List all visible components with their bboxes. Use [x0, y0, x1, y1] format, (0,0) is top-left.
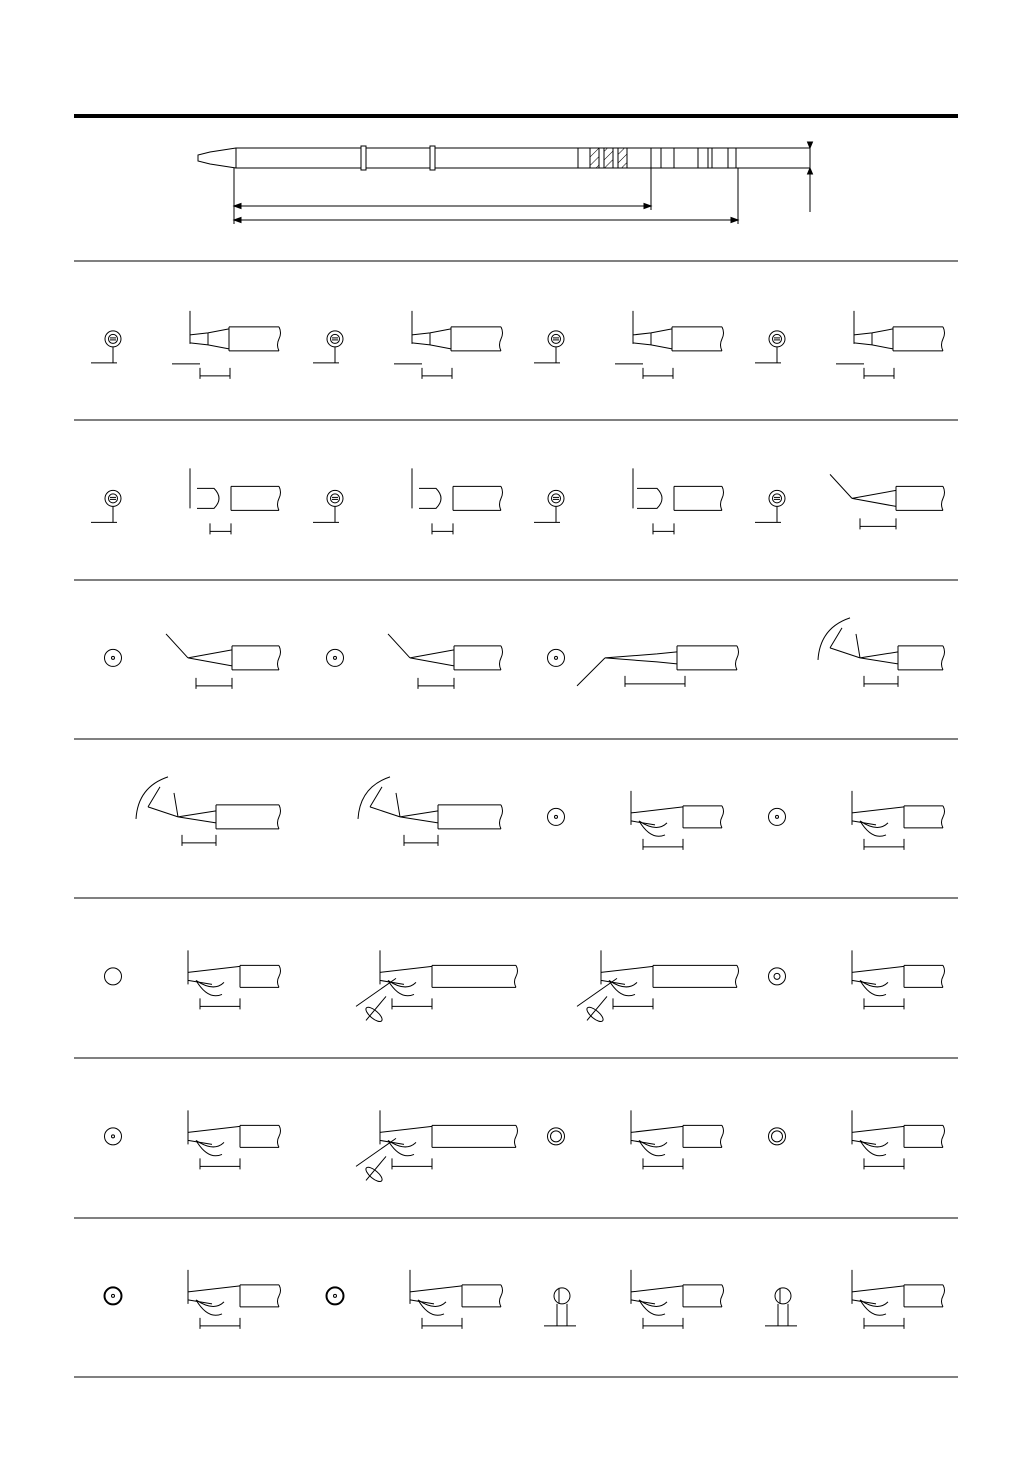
tip-cell-r7-c4 [765, 1270, 945, 1329]
break-mark [278, 805, 281, 829]
bevel-face [418, 1300, 446, 1315]
break-mark [942, 965, 945, 987]
end-view-inner [331, 334, 340, 343]
bevel-tip [188, 966, 240, 984]
section-leader [356, 978, 396, 1020]
chisel-tip [197, 488, 219, 508]
end-view-inner [552, 334, 561, 343]
conical-tip [860, 652, 898, 664]
end-view-circle [105, 1287, 122, 1304]
angle-leader [166, 634, 188, 658]
end-view-inner [774, 973, 780, 979]
break-mark [721, 806, 724, 828]
tip-profile-bottom [633, 343, 672, 349]
tip-cell-r5-c1 [105, 950, 281, 1009]
hatched-band-2 [604, 148, 613, 168]
break-mark [736, 965, 739, 987]
conical-tip [852, 490, 896, 506]
bevel-face [388, 980, 416, 995]
break-mark [278, 327, 281, 351]
end-view-circle [327, 490, 343, 506]
bevel-tip [852, 1286, 904, 1304]
bevel-tip [852, 966, 904, 984]
bevel-tip [852, 1126, 904, 1144]
section-ellipse [364, 1165, 384, 1184]
tip-grid [74, 261, 958, 1377]
end-view-circle [327, 649, 344, 666]
end-view-inner [551, 1131, 562, 1142]
end-view-inner [334, 1294, 337, 1297]
bevel-tip [631, 807, 683, 825]
tip-cell-r4-c2 [358, 777, 503, 846]
chisel-tip [637, 488, 662, 508]
break-mark [942, 646, 945, 670]
end-view-circle [769, 490, 785, 506]
bevel-face [388, 1140, 416, 1155]
end-view-circle [769, 808, 786, 825]
angle-leader [577, 658, 605, 686]
tip-cell-r5-c4 [769, 950, 945, 1009]
tip-cell-r3-c4 [818, 618, 945, 687]
conical-tip [400, 811, 438, 823]
bevel-tip [601, 966, 653, 984]
break-mark [515, 965, 518, 987]
end-view-inner [555, 815, 558, 818]
end-view-inner [112, 656, 115, 659]
end-view-circle [105, 1128, 122, 1145]
break-mark [500, 646, 503, 670]
bevel-face [860, 1300, 888, 1315]
tip-cell-r2-c3 [534, 468, 724, 534]
angle-leader [388, 634, 410, 658]
shaft-ring-1 [361, 146, 366, 170]
bevel-face [639, 1300, 667, 1315]
end-view-inner [773, 494, 782, 503]
break-mark [736, 646, 739, 670]
section-leader [577, 978, 617, 1020]
end-view-inner [552, 494, 561, 503]
bevel-face [860, 1140, 888, 1155]
end-view-inner [772, 1131, 783, 1142]
break-mark [278, 486, 281, 510]
end-view-circle [105, 490, 121, 506]
conical-tip [178, 811, 216, 823]
end-view-inner [773, 334, 782, 343]
tip-cell-r2-c4 [755, 474, 945, 529]
bevel-face [860, 821, 888, 836]
end-view-circle [105, 968, 122, 985]
tip-profile-top [190, 329, 229, 335]
tip-cell-r7-c2 [327, 1270, 503, 1329]
bevel-tip [410, 1286, 462, 1304]
break-mark [500, 486, 503, 510]
end-view-circle [775, 1288, 791, 1304]
conical-tip [188, 650, 232, 666]
bevel-face [196, 1300, 224, 1315]
break-mark [500, 805, 503, 829]
tip-profile-bottom [190, 343, 229, 349]
tip-cell-r4-c1 [136, 777, 281, 846]
full-tip-side-view [198, 142, 813, 224]
break-mark [942, 806, 945, 828]
end-view-inner [109, 494, 118, 503]
tip-cell-r7-c1 [105, 1270, 281, 1329]
end-view-circle [548, 808, 565, 825]
break-mark [278, 1285, 281, 1307]
tip-profile-bottom [412, 343, 451, 349]
end-view-inner [555, 656, 558, 659]
tip-cell-r3-c1 [105, 634, 281, 689]
bevel-tip [188, 1286, 240, 1304]
tip-cell-r4-c4 [769, 791, 945, 850]
break-mark [942, 486, 945, 510]
end-view-inner [112, 1135, 115, 1138]
section-ellipse [585, 1005, 605, 1024]
tip-cell-r6-c1 [105, 1110, 281, 1169]
chisel-tip [419, 488, 441, 508]
bevel-tip [380, 1126, 432, 1144]
bevel-tip [380, 966, 432, 984]
end-view-circle [548, 331, 564, 347]
end-view-inner [776, 815, 779, 818]
end-view-circle [548, 490, 564, 506]
angle-arc [818, 618, 850, 660]
break-mark [278, 646, 281, 670]
break-mark [942, 1125, 945, 1147]
break-mark [721, 327, 724, 351]
shaft-ring-2 [430, 146, 435, 170]
tip-profile-bottom [854, 343, 893, 349]
break-mark [500, 1285, 503, 1307]
end-view-circle [327, 331, 343, 347]
section-leader [356, 1138, 396, 1180]
bevel-face [196, 980, 224, 995]
break-mark [278, 965, 281, 987]
bevel-face [609, 980, 637, 995]
tip-cell-r6-c3 [548, 1110, 724, 1169]
bevel-face [860, 980, 888, 995]
end-view-circle [327, 1287, 344, 1304]
bevel-tip [188, 1126, 240, 1144]
tip-cell-r5-c2 [356, 950, 518, 1023]
tip-cell-r6-c2 [356, 1110, 518, 1183]
break-mark [721, 1285, 724, 1307]
angle-leader [830, 474, 852, 498]
end-view-inner [334, 656, 337, 659]
end-view-inner [331, 494, 340, 503]
tip-cell-r5-c3 [577, 950, 739, 1023]
end-view-circle [769, 331, 785, 347]
break-mark [942, 327, 945, 351]
section-ellipse [364, 1005, 384, 1024]
tip-cell-r2-c1 [91, 468, 281, 534]
break-mark [500, 327, 503, 351]
hatched-band-3 [618, 148, 627, 168]
bevel-face [196, 1140, 224, 1155]
tip-cell-r1-c1 [91, 311, 281, 379]
end-view-circle [548, 649, 565, 666]
bevel-tip [631, 1286, 683, 1304]
bevel-tip [631, 1126, 683, 1144]
break-mark [721, 486, 724, 510]
break-mark [278, 1125, 281, 1147]
tip-profile-top [854, 329, 893, 335]
bevel-tip [852, 807, 904, 825]
tip-cell-r7-c3 [544, 1270, 724, 1329]
end-view-circle [105, 331, 121, 347]
end-view-circle [769, 968, 786, 985]
bent-tip [148, 787, 178, 817]
break-mark [515, 1125, 518, 1147]
end-view-inner [112, 1294, 115, 1297]
tip-point-outline [198, 148, 236, 168]
angle-arc [358, 777, 390, 819]
conical-tip [605, 652, 677, 664]
tip-cell-r1-c3 [534, 311, 724, 379]
end-view-circle [105, 649, 122, 666]
tip-cell-r6-c4 [769, 1110, 945, 1169]
angle-arc [136, 777, 168, 819]
conical-tip [410, 650, 454, 666]
bevel-face [639, 1140, 667, 1155]
tip-cell-r4-c3 [548, 791, 724, 850]
tip-cell-r1-c4 [755, 311, 945, 379]
tip-cell-r2-c2 [313, 468, 503, 534]
tip-cell-r3-c3 [548, 646, 739, 687]
bent-tip [370, 787, 400, 817]
end-view-inner [109, 334, 118, 343]
tip-profile-top [633, 329, 672, 335]
bevel-face [639, 821, 667, 836]
break-mark [721, 1125, 724, 1147]
bent-tip [830, 628, 860, 658]
tip-profile-top [412, 329, 451, 335]
tip-cell-r1-c2 [313, 311, 503, 379]
end-view-circle [554, 1288, 570, 1304]
tip-cell-r3-c2 [327, 634, 503, 689]
hatched-band-1 [590, 148, 599, 168]
break-mark [942, 1285, 945, 1307]
